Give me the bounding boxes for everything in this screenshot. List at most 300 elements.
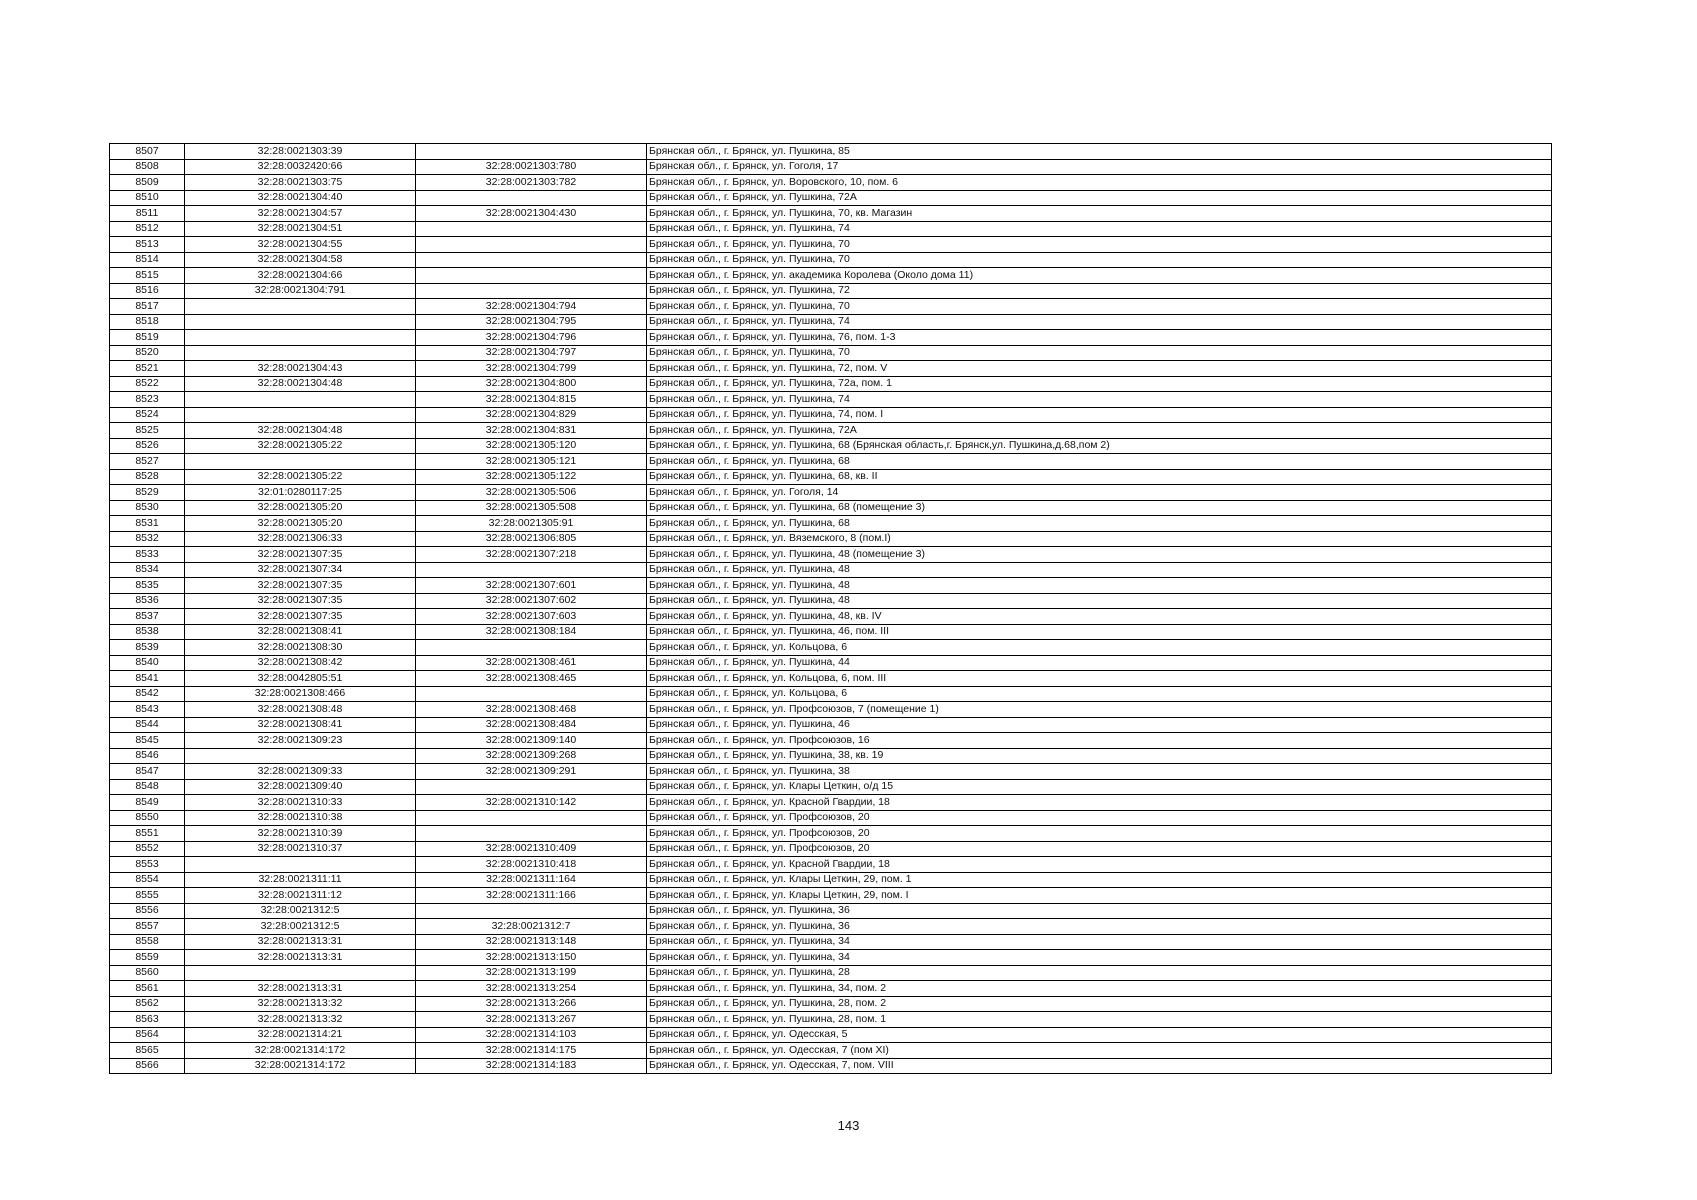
cadastral-number-cell: 32:28:0021304:51 bbox=[185, 221, 416, 237]
object-cadastral-number-cell: 32:28:0021310:418 bbox=[416, 857, 647, 873]
cadastral-number-cell: 32:28:0021308:42 bbox=[185, 655, 416, 671]
table-row bbox=[110, 609, 1552, 625]
address-cell: Брянская обл., г. Брянск, ул. Пушкина, 68 bbox=[647, 454, 1552, 470]
cadastral-number-cell: 32:28:0021303:39 bbox=[185, 144, 416, 160]
table-row bbox=[110, 314, 1552, 330]
cadastral-number-cell bbox=[185, 857, 416, 873]
table-row bbox=[110, 392, 1552, 408]
cadastral-number-cell: 32:28:0021309:33 bbox=[185, 764, 416, 780]
object-cadastral-number-cell: 32:28:0021309:268 bbox=[416, 748, 647, 764]
table-row bbox=[110, 407, 1552, 423]
row-number-cell: 8543 bbox=[110, 702, 185, 718]
row-number-cell: 8526 bbox=[110, 438, 185, 454]
row-number-cell: 8507 bbox=[110, 144, 185, 160]
table-row bbox=[110, 237, 1552, 253]
address-cell: Брянская обл., г. Брянск, ул. Клары Цеткин, о/д 15 bbox=[647, 779, 1552, 795]
address-cell: Брянская обл., г. Брянск, ул. Пушкина, 38 bbox=[647, 764, 1552, 780]
cadastral-number-cell: 32:28:0021304:40 bbox=[185, 190, 416, 206]
object-cadastral-number-cell: 32:28:0021308:461 bbox=[416, 655, 647, 671]
object-cadastral-number-cell: 32:28:0021305:91 bbox=[416, 516, 647, 532]
table-row bbox=[110, 671, 1552, 687]
address-cell: Брянская обл., г. Брянск, ул. академика Королева (Около дома 11) bbox=[647, 268, 1552, 284]
table-row bbox=[110, 934, 1552, 950]
cadastral-number-cell: 32:28:0021305:22 bbox=[185, 469, 416, 485]
address-cell: Брянская обл., г. Брянск, ул. Пушкина, 46 bbox=[647, 717, 1552, 733]
object-cadastral-number-cell: 32:28:0021304:799 bbox=[416, 361, 647, 377]
table-row bbox=[110, 221, 1552, 237]
row-number-cell: 8546 bbox=[110, 748, 185, 764]
cadastral-number-cell: 32:28:0021314:172 bbox=[185, 1058, 416, 1074]
table-row bbox=[110, 748, 1552, 764]
table-row bbox=[110, 779, 1552, 795]
table-row bbox=[110, 1027, 1552, 1043]
cadastral-number-cell: 32:28:0021313:31 bbox=[185, 934, 416, 950]
object-cadastral-number-cell: 32:28:0021308:465 bbox=[416, 671, 647, 687]
address-cell: Брянская обл., г. Брянск, ул. Пушкина, 70, кв. Магазин bbox=[647, 206, 1552, 222]
cadastral-number-cell: 32:28:0021307:35 bbox=[185, 578, 416, 594]
cadastral-number-cell: 32:28:0021305:20 bbox=[185, 500, 416, 516]
object-cadastral-number-cell: 32:28:0021304:795 bbox=[416, 314, 647, 330]
table-row bbox=[110, 330, 1552, 346]
object-cadastral-number-cell: 32:28:0021313:150 bbox=[416, 950, 647, 966]
table-row bbox=[110, 702, 1552, 718]
address-cell: Брянская обл., г. Брянск, ул. Пушкина, 44 bbox=[647, 655, 1552, 671]
cadastral-number-cell: 32:28:0021304:43 bbox=[185, 361, 416, 377]
cadastral-number-cell bbox=[185, 748, 416, 764]
cadastral-number-cell: 32:28:0021305:20 bbox=[185, 516, 416, 532]
cadastral-number-cell: 32:28:0021310:37 bbox=[185, 841, 416, 857]
address-cell: Брянская обл., г. Брянск, ул. Профсоюзов, 20 bbox=[647, 826, 1552, 842]
cadastral-number-cell: 32:28:0021304:58 bbox=[185, 252, 416, 268]
row-number-cell: 8537 bbox=[110, 609, 185, 625]
object-cadastral-number-cell: 32:28:0021307:601 bbox=[416, 578, 647, 594]
address-cell: Брянская обл., г. Брянск, ул. Красной Гвардии, 18 bbox=[647, 857, 1552, 873]
object-cadastral-number-cell bbox=[416, 562, 647, 578]
address-cell: Брянская обл., г. Брянск, ул. Профсоюзов, 20 bbox=[647, 810, 1552, 826]
table-row bbox=[110, 500, 1552, 516]
row-number-cell: 8557 bbox=[110, 919, 185, 935]
table-row bbox=[110, 841, 1552, 857]
cadastral-number-cell: 32:28:0021307:34 bbox=[185, 562, 416, 578]
object-cadastral-number-cell: 32:28:0021314:183 bbox=[416, 1058, 647, 1074]
cadastral-number-cell: 32:28:0021309:40 bbox=[185, 779, 416, 795]
row-number-cell: 8544 bbox=[110, 717, 185, 733]
object-cadastral-number-cell bbox=[416, 221, 647, 237]
table-row bbox=[110, 981, 1552, 997]
address-cell: Брянская обл., г. Брянск, ул. Одесская, 7 (пом XI) bbox=[647, 1043, 1552, 1059]
address-cell: Брянская обл., г. Брянск, ул. Пушкина, 48 (помещение 3) bbox=[647, 547, 1552, 563]
address-cell: Брянская обл., г. Брянск, ул. Пушкина, 36 bbox=[647, 919, 1552, 935]
address-cell: Брянская обл., г. Брянск, ул. Кольцова, 6 bbox=[647, 686, 1552, 702]
object-cadastral-number-cell: 32:28:0021309:291 bbox=[416, 764, 647, 780]
object-cadastral-number-cell bbox=[416, 810, 647, 826]
cadastral-number-cell: 32:01:0280117:25 bbox=[185, 485, 416, 501]
cadastral-number-cell: 32:28:0021304:48 bbox=[185, 376, 416, 392]
row-number-cell: 8531 bbox=[110, 516, 185, 532]
object-cadastral-number-cell bbox=[416, 252, 647, 268]
row-number-cell: 8564 bbox=[110, 1027, 185, 1043]
cadastral-number-cell: 32:28:0021307:35 bbox=[185, 609, 416, 625]
row-number-cell: 8548 bbox=[110, 779, 185, 795]
row-number-cell: 8540 bbox=[110, 655, 185, 671]
table-row bbox=[110, 1058, 1552, 1074]
row-number-cell: 8516 bbox=[110, 283, 185, 299]
object-cadastral-number-cell: 32:28:0021312:7 bbox=[416, 919, 647, 935]
object-cadastral-number-cell: 32:28:0021304:430 bbox=[416, 206, 647, 222]
table-row bbox=[110, 361, 1552, 377]
address-cell: Брянская обл., г. Брянск, ул. Пушкина, 48 bbox=[647, 578, 1552, 594]
address-cell: Брянская обл., г. Брянск, ул. Пушкина, 68 (Брянская область,г. Брянск,ул. Пушкина,д.68,пом 2) bbox=[647, 438, 1552, 454]
row-number-cell: 8514 bbox=[110, 252, 185, 268]
table-row bbox=[110, 888, 1552, 904]
address-cell: Брянская обл., г. Брянск, ул. Профсоюзов, 7 (помещение 1) bbox=[647, 702, 1552, 718]
cadastral-number-cell: 32:28:0021310:39 bbox=[185, 826, 416, 842]
row-number-cell: 8545 bbox=[110, 733, 185, 749]
row-number-cell: 8552 bbox=[110, 841, 185, 857]
cadastral-number-cell: 32:28:0021312:5 bbox=[185, 903, 416, 919]
cadastral-number-cell: 32:28:0021308:30 bbox=[185, 640, 416, 656]
row-number-cell: 8549 bbox=[110, 795, 185, 811]
address-cell: Брянская обл., г. Брянск, ул. Пушкина, 34, пом. 2 bbox=[647, 981, 1552, 997]
row-number-cell: 8556 bbox=[110, 903, 185, 919]
table-row bbox=[110, 175, 1552, 191]
cadastral-number-cell: 32:28:0021310:33 bbox=[185, 795, 416, 811]
address-cell: Брянская обл., г. Брянск, ул. Профсоюзов, 16 bbox=[647, 733, 1552, 749]
row-number-cell: 8560 bbox=[110, 965, 185, 981]
cadastral-number-cell: 32:28:0021306:33 bbox=[185, 531, 416, 547]
table-row bbox=[110, 640, 1552, 656]
object-cadastral-number-cell: 32:28:0021304:831 bbox=[416, 423, 647, 439]
address-cell: Брянская обл., г. Брянск, ул. Пушкина, 76, пом. 1-3 bbox=[647, 330, 1552, 346]
cadastral-table bbox=[109, 143, 1552, 1074]
row-number-cell: 8509 bbox=[110, 175, 185, 191]
row-number-cell: 8565 bbox=[110, 1043, 185, 1059]
row-number-cell: 8524 bbox=[110, 407, 185, 423]
object-cadastral-number-cell: 32:28:0021313:148 bbox=[416, 934, 647, 950]
address-cell: Брянская обл., г. Брянск, ул. Клары Цеткин, 29, пом. I bbox=[647, 888, 1552, 904]
row-number-cell: 8555 bbox=[110, 888, 185, 904]
table-row bbox=[110, 469, 1552, 485]
address-cell: Брянская обл., г. Брянск, ул. Пушкина, 38, кв. 19 bbox=[647, 748, 1552, 764]
table-row bbox=[110, 717, 1552, 733]
cadastral-number-cell: 32:28:0021308:466 bbox=[185, 686, 416, 702]
row-number-cell: 8529 bbox=[110, 485, 185, 501]
address-cell: Брянская обл., г. Брянск, ул. Пушкина, 34 bbox=[647, 950, 1552, 966]
cadastral-number-cell bbox=[185, 345, 416, 361]
object-cadastral-number-cell: 32:28:0021304:800 bbox=[416, 376, 647, 392]
object-cadastral-number-cell: 32:28:0021313:266 bbox=[416, 996, 647, 1012]
cadastral-number-cell bbox=[185, 965, 416, 981]
table-row bbox=[110, 283, 1552, 299]
address-cell: Брянская обл., г. Брянск, ул. Пушкина, 48 bbox=[647, 562, 1552, 578]
address-cell: Брянская обл., г. Брянск, ул. Гоголя, 14 bbox=[647, 485, 1552, 501]
row-number-cell: 8517 bbox=[110, 299, 185, 315]
row-number-cell: 8536 bbox=[110, 593, 185, 609]
table-row bbox=[110, 144, 1552, 160]
table-row bbox=[110, 996, 1552, 1012]
cadastral-number-cell: 32:28:0021304:791 bbox=[185, 283, 416, 299]
table-row bbox=[110, 252, 1552, 268]
object-cadastral-number-cell: 32:28:0021304:815 bbox=[416, 392, 647, 408]
cadastral-number-cell: 32:28:0021308:41 bbox=[185, 717, 416, 733]
address-cell: Брянская обл., г. Брянск, ул. Пушкина, 28, пом. 2 bbox=[647, 996, 1552, 1012]
row-number-cell: 8541 bbox=[110, 671, 185, 687]
row-number-cell: 8566 bbox=[110, 1058, 185, 1074]
row-number-cell: 8551 bbox=[110, 826, 185, 842]
row-number-cell: 8525 bbox=[110, 423, 185, 439]
address-cell: Брянская обл., г. Брянск, ул. Пушкина, 46, пом. III bbox=[647, 624, 1552, 640]
cadastral-number-cell bbox=[185, 454, 416, 470]
address-cell: Брянская обл., г. Брянск, ул. Пушкина, 74 bbox=[647, 221, 1552, 237]
table-row bbox=[110, 562, 1552, 578]
table-row bbox=[110, 903, 1552, 919]
row-number-cell: 8559 bbox=[110, 950, 185, 966]
object-cadastral-number-cell: 32:28:0021304:796 bbox=[416, 330, 647, 346]
object-cadastral-number-cell: 32:28:0021305:508 bbox=[416, 500, 647, 516]
row-number-cell: 8528 bbox=[110, 469, 185, 485]
object-cadastral-number-cell: 32:28:0021305:120 bbox=[416, 438, 647, 454]
table-row bbox=[110, 919, 1552, 935]
object-cadastral-number-cell bbox=[416, 237, 647, 253]
table-row bbox=[110, 593, 1552, 609]
address-cell: Брянская обл., г. Брянск, ул. Кольцова, 6, пом. III bbox=[647, 671, 1552, 687]
address-cell: Брянская обл., г. Брянск, ул. Пушкина, 74 bbox=[647, 314, 1552, 330]
row-number-cell: 8530 bbox=[110, 500, 185, 516]
row-number-cell: 8533 bbox=[110, 547, 185, 563]
address-cell: Брянская обл., г. Брянск, ул. Пушкина, 72А bbox=[647, 190, 1552, 206]
cadastral-number-cell: 32:28:0021311:12 bbox=[185, 888, 416, 904]
cadastral-number-cell: 32:28:0021310:38 bbox=[185, 810, 416, 826]
object-cadastral-number-cell: 32:28:0021311:164 bbox=[416, 872, 647, 888]
row-number-cell: 8538 bbox=[110, 624, 185, 640]
object-cadastral-number-cell: 32:28:0021303:780 bbox=[416, 159, 647, 175]
cadastral-number-cell: 32:28:0021305:22 bbox=[185, 438, 416, 454]
table-row bbox=[110, 516, 1552, 532]
row-number-cell: 8520 bbox=[110, 345, 185, 361]
address-cell: Брянская обл., г. Брянск, ул. Гоголя, 17 bbox=[647, 159, 1552, 175]
address-cell: Брянская обл., г. Брянск, ул. Пушкина, 85 bbox=[647, 144, 1552, 160]
row-number-cell: 8554 bbox=[110, 872, 185, 888]
table-row bbox=[110, 655, 1552, 671]
cadastral-number-cell: 32:28:0021313:32 bbox=[185, 996, 416, 1012]
row-number-cell: 8563 bbox=[110, 1012, 185, 1028]
address-cell: Брянская обл., г. Брянск, ул. Красной Гвардии, 18 bbox=[647, 795, 1552, 811]
cadastral-number-cell: 32:28:0021304:48 bbox=[185, 423, 416, 439]
cadastral-number-cell: 32:28:0032420:66 bbox=[185, 159, 416, 175]
row-number-cell: 8512 bbox=[110, 221, 185, 237]
row-number-cell: 8532 bbox=[110, 531, 185, 547]
cadastral-number-cell: 32:28:0021309:23 bbox=[185, 733, 416, 749]
cadastral-number-cell: 32:28:0021304:66 bbox=[185, 268, 416, 284]
table-row bbox=[110, 485, 1552, 501]
cadastral-number-cell: 32:28:0021314:21 bbox=[185, 1027, 416, 1043]
row-number-cell: 8539 bbox=[110, 640, 185, 656]
cadastral-number-cell: 32:28:0021304:55 bbox=[185, 237, 416, 253]
object-cadastral-number-cell: 32:28:0021303:782 bbox=[416, 175, 647, 191]
cadastral-number-cell: 32:28:0021314:172 bbox=[185, 1043, 416, 1059]
object-cadastral-number-cell: 32:28:0021307:603 bbox=[416, 609, 647, 625]
cadastral-number-cell bbox=[185, 314, 416, 330]
cadastral-number-cell: 32:28:0042805:51 bbox=[185, 671, 416, 687]
address-cell: Брянская обл., г. Брянск, ул. Пушкина, 72 bbox=[647, 283, 1552, 299]
row-number-cell: 8527 bbox=[110, 454, 185, 470]
address-cell: Брянская обл., г. Брянск, ул. Пушкина, 68, кв. II bbox=[647, 469, 1552, 485]
address-cell: Брянская обл., г. Брянск, ул. Пушкина, 72а, пом. 1 bbox=[647, 376, 1552, 392]
object-cadastral-number-cell: 32:28:0021305:121 bbox=[416, 454, 647, 470]
cadastral-number-cell: 32:28:0021313:31 bbox=[185, 981, 416, 997]
object-cadastral-number-cell: 32:28:0021313:267 bbox=[416, 1012, 647, 1028]
row-number-cell: 8558 bbox=[110, 934, 185, 950]
table-body bbox=[110, 144, 1552, 1074]
table-row bbox=[110, 159, 1552, 175]
table-row bbox=[110, 810, 1552, 826]
object-cadastral-number-cell bbox=[416, 268, 647, 284]
cadastral-number-cell: 32:28:0021311:11 bbox=[185, 872, 416, 888]
address-cell: Брянская обл., г. Брянск, ул. Пушкина, 48 bbox=[647, 593, 1552, 609]
address-cell: Брянская обл., г. Брянск, ул. Пушкина, 28, пом. 1 bbox=[647, 1012, 1552, 1028]
row-number-cell: 8510 bbox=[110, 190, 185, 206]
object-cadastral-number-cell: 32:28:0021308:484 bbox=[416, 717, 647, 733]
object-cadastral-number-cell: 32:28:0021310:142 bbox=[416, 795, 647, 811]
table-row bbox=[110, 965, 1552, 981]
cadastral-number-cell: 32:28:0021308:48 bbox=[185, 702, 416, 718]
address-cell: Брянская обл., г. Брянск, ул. Профсоюзов, 20 bbox=[647, 841, 1552, 857]
table-row bbox=[110, 624, 1552, 640]
object-cadastral-number-cell: 32:28:0021304:794 bbox=[416, 299, 647, 315]
page-number: 143 bbox=[837, 1118, 860, 1133]
object-cadastral-number-cell bbox=[416, 779, 647, 795]
row-number-cell: 8534 bbox=[110, 562, 185, 578]
address-cell: Брянская обл., г. Брянск, ул. Пушкина, 70 bbox=[647, 345, 1552, 361]
table-row bbox=[110, 764, 1552, 780]
address-cell: Брянская обл., г. Брянск, ул. Пушкина, 68 (помещение 3) bbox=[647, 500, 1552, 516]
address-cell: Брянская обл., г. Брянск, ул. Пушкина, 72, пом. V bbox=[647, 361, 1552, 377]
cadastral-number-cell: 32:28:0021307:35 bbox=[185, 593, 416, 609]
address-cell: Брянская обл., г. Брянск, ул. Пушкина, 70 bbox=[647, 299, 1552, 315]
table-row bbox=[110, 872, 1552, 888]
object-cadastral-number-cell: 32:28:0021305:506 bbox=[416, 485, 647, 501]
object-cadastral-number-cell: 32:28:0021304:829 bbox=[416, 407, 647, 423]
object-cadastral-number-cell bbox=[416, 144, 647, 160]
row-number-cell: 8523 bbox=[110, 392, 185, 408]
table-row bbox=[110, 531, 1552, 547]
row-number-cell: 8513 bbox=[110, 237, 185, 253]
row-number-cell: 8521 bbox=[110, 361, 185, 377]
address-cell: Брянская обл., г. Брянск, ул. Пушкина, 28 bbox=[647, 965, 1552, 981]
object-cadastral-number-cell: 32:28:0021313:254 bbox=[416, 981, 647, 997]
table-row bbox=[110, 795, 1552, 811]
cadastral-number-cell: 32:28:0021307:35 bbox=[185, 547, 416, 563]
address-cell: Брянская обл., г. Брянск, ул. Одесская, 7, пом. VIII bbox=[647, 1058, 1552, 1074]
row-number-cell: 8561 bbox=[110, 981, 185, 997]
object-cadastral-number-cell: 32:28:0021310:409 bbox=[416, 841, 647, 857]
row-number-cell: 8542 bbox=[110, 686, 185, 702]
table-row bbox=[110, 733, 1552, 749]
cadastral-number-cell: 32:28:0021303:75 bbox=[185, 175, 416, 191]
table-row bbox=[110, 268, 1552, 284]
address-cell: Брянская обл., г. Брянск, ул. Одесская, 5 bbox=[647, 1027, 1552, 1043]
object-cadastral-number-cell bbox=[416, 826, 647, 842]
table-row bbox=[110, 190, 1552, 206]
row-number-cell: 8547 bbox=[110, 764, 185, 780]
cadastral-number-cell bbox=[185, 299, 416, 315]
object-cadastral-number-cell bbox=[416, 903, 647, 919]
cadastral-number-cell: 32:28:0021304:57 bbox=[185, 206, 416, 222]
object-cadastral-number-cell: 32:28:0021308:184 bbox=[416, 624, 647, 640]
address-cell: Брянская обл., г. Брянск, ул. Пушкина, 34 bbox=[647, 934, 1552, 950]
object-cadastral-number-cell: 32:28:0021308:468 bbox=[416, 702, 647, 718]
address-cell: Брянская обл., г. Брянск, ул. Кольцова, 6 bbox=[647, 640, 1552, 656]
table-row bbox=[110, 547, 1552, 563]
row-number-cell: 8508 bbox=[110, 159, 185, 175]
row-number-cell: 8515 bbox=[110, 268, 185, 284]
object-cadastral-number-cell: 32:28:0021309:140 bbox=[416, 733, 647, 749]
cadastral-number-cell bbox=[185, 392, 416, 408]
table-row bbox=[110, 578, 1552, 594]
row-number-cell: 8511 bbox=[110, 206, 185, 222]
row-number-cell: 8522 bbox=[110, 376, 185, 392]
table-row bbox=[110, 376, 1552, 392]
object-cadastral-number-cell: 32:28:0021313:199 bbox=[416, 965, 647, 981]
object-cadastral-number-cell: 32:28:0021307:602 bbox=[416, 593, 647, 609]
address-cell: Брянская обл., г. Брянск, ул. Пушкина, 74 bbox=[647, 392, 1552, 408]
row-number-cell: 8553 bbox=[110, 857, 185, 873]
object-cadastral-number-cell: 32:28:0021311:166 bbox=[416, 888, 647, 904]
cadastral-number-cell bbox=[185, 407, 416, 423]
table-row bbox=[110, 1043, 1552, 1059]
table-row bbox=[110, 206, 1552, 222]
object-cadastral-number-cell bbox=[416, 686, 647, 702]
object-cadastral-number-cell: 32:28:0021305:122 bbox=[416, 469, 647, 485]
address-cell: Брянская обл., г. Брянск, ул. Клары Цеткин, 29, пом. 1 bbox=[647, 872, 1552, 888]
address-cell: Брянская обл., г. Брянск, ул. Пушкина, 36 bbox=[647, 903, 1552, 919]
object-cadastral-number-cell: 32:28:0021314:175 bbox=[416, 1043, 647, 1059]
address-cell: Брянская обл., г. Брянск, ул. Пушкина, 70 bbox=[647, 252, 1552, 268]
cadastral-number-cell: 32:28:0021312:5 bbox=[185, 919, 416, 935]
cadastral-number-cell: 32:28:0021308:41 bbox=[185, 624, 416, 640]
table-row bbox=[110, 950, 1552, 966]
address-cell: Брянская обл., г. Брянск, ул. Пушкина, 68 bbox=[647, 516, 1552, 532]
row-number-cell: 8550 bbox=[110, 810, 185, 826]
cadastral-number-cell bbox=[185, 330, 416, 346]
cadastral-number-cell: 32:28:0021313:31 bbox=[185, 950, 416, 966]
table-row bbox=[110, 438, 1552, 454]
object-cadastral-number-cell bbox=[416, 283, 647, 299]
table-row bbox=[110, 1012, 1552, 1028]
object-cadastral-number-cell: 32:28:0021314:103 bbox=[416, 1027, 647, 1043]
row-number-cell: 8562 bbox=[110, 996, 185, 1012]
object-cadastral-number-cell: 32:28:0021306:805 bbox=[416, 531, 647, 547]
object-cadastral-number-cell bbox=[416, 190, 647, 206]
address-cell: Брянская обл., г. Брянск, ул. Пушкина, 70 bbox=[647, 237, 1552, 253]
table-row bbox=[110, 686, 1552, 702]
table-row bbox=[110, 345, 1552, 361]
address-cell: Брянская обл., г. Брянск, ул. Воровского, 10, пом. 6 bbox=[647, 175, 1552, 191]
table-row bbox=[110, 423, 1552, 439]
table-row bbox=[110, 299, 1552, 315]
cadastral-number-cell: 32:28:0021313:32 bbox=[185, 1012, 416, 1028]
address-cell: Брянская обл., г. Брянск, ул. Пушкина, 72А bbox=[647, 423, 1552, 439]
table-row bbox=[110, 826, 1552, 842]
table-row bbox=[110, 857, 1552, 873]
row-number-cell: 8519 bbox=[110, 330, 185, 346]
address-cell: Брянская обл., г. Брянск, ул. Пушкина, 48, кв. IV bbox=[647, 609, 1552, 625]
object-cadastral-number-cell bbox=[416, 640, 647, 656]
row-number-cell: 8518 bbox=[110, 314, 185, 330]
object-cadastral-number-cell: 32:28:0021307:218 bbox=[416, 547, 647, 563]
row-number-cell: 8535 bbox=[110, 578, 185, 594]
table-row bbox=[110, 454, 1552, 470]
